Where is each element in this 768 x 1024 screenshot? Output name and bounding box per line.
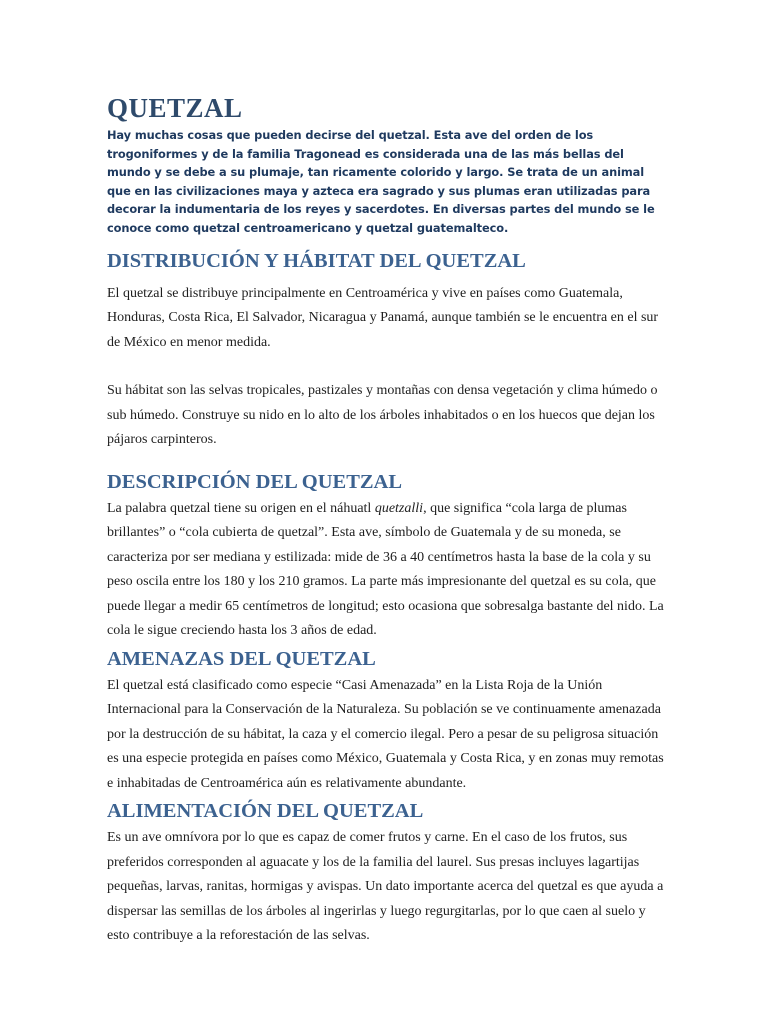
alimentacion-paragraph: Es un ave omnívora por lo que es capaz de comer frutos y carne. En el caso de los frutos, sus preferidos corresponden al aguacate y los de la familia del laurel. Sus presas incluyes lagartijas pequeñas, larvas, ranitas, hormigas y avispas. Un dato importante acerca del quetzal es que ayuda a dispersar las semillas de los árboles al ingerirlas y luego regurgitarlas, por lo que caen al suelo y esto contribuye a la reforestación de las selvas. (107, 830, 664, 944)
distribucion-paragraph: El quetzal se distribuye principalmente en Centroamérica y vive en países como Guatemala, Honduras, Costa Rica, El Salvador, Nicaragua y Panamá, aunque también se le encuentra en el sur de México en menor medida. (107, 285, 659, 350)
intro-paragraph: Hay muchas cosas que pueden decirse del quetzal. Esta ave del orden de los trogoniformes y de la familia Tragonead es considerada una de las más bellas del mundo y se debe a su plumaje, tan ricamente colorido y largo. Se trata de un animal que en las civilizaciones maya y azteca era sagrado y sus plumas eran utilizadas para decorar la indumentaria de los reyes y sacerdotes. En diversas partes del mundo se le conoce como quetzal centroamericano y quetzal guatemalteco. (107, 128, 655, 235)
document-title: QUETZAL (107, 93, 243, 123)
amenazas-paragraph: El quetzal está clasificado como especie “Casi Amenazada” en la Lista Roja de la Unión Internacional para la Conservación de la Naturaleza. Su población se ve continuamente amenazada por la destrucción de su hábitat, la caza y el comercio ilegal. Pero a pesar de su peligrosa situación es una especie protegida en países como México, Guatemala y Costa Rica, y en zonas muy remotas e inhabitadas de Centroamérica aún es relativamente abundante. (107, 677, 664, 791)
habitat-paragraph: Su hábitat son las selvas tropicales, pastizales y montañas con densa vegetación y clima húmedo o sub húmedo. Construye su nido en lo alto de los árboles inhabitados o en los huecos que dejan los pájaros carpinteros. (107, 383, 658, 448)
document-page (107, 92, 667, 949)
descripcion-text-end: , que significa “cola larga de plumas brillantes” o “cola cubierta de quetzal”. Esta ave, símbolo de Guatemala y de su moneda, se caracteriza por ser mediana y estilizada: mide de 36 a 40 centímetros hasta la base de la cola y su peso oscila entre los 180 y los 210 gramos. La parte más impresionante del quetzal es su cola, que puede llegar a medir 65 centímetros de longitud; esto ocasiona que sobresalga bastante del nido. La cola le sigue creciendo hasta los 3 años de edad. (107, 500, 664, 639)
section-heading-amenazas: AMENAZAS DEL QUETZAL (107, 647, 376, 670)
section-heading-distribucion: DISTRIBUCIÓN Y HÁBITAT DEL QUETZAL (107, 249, 526, 272)
nahuatl-word: quetzalli (374, 500, 424, 516)
section-heading-alimentacion: ALIMENTACIÓN DEL QUETZAL (107, 800, 424, 823)
section-heading-descripcion: DESCRIPCIÓN DEL QUETZAL (107, 470, 403, 493)
descripcion-text-start: La palabra quetzal tiene su origen en el náhuatl (107, 500, 375, 516)
descripcion-paragraph (107, 497, 667, 644)
